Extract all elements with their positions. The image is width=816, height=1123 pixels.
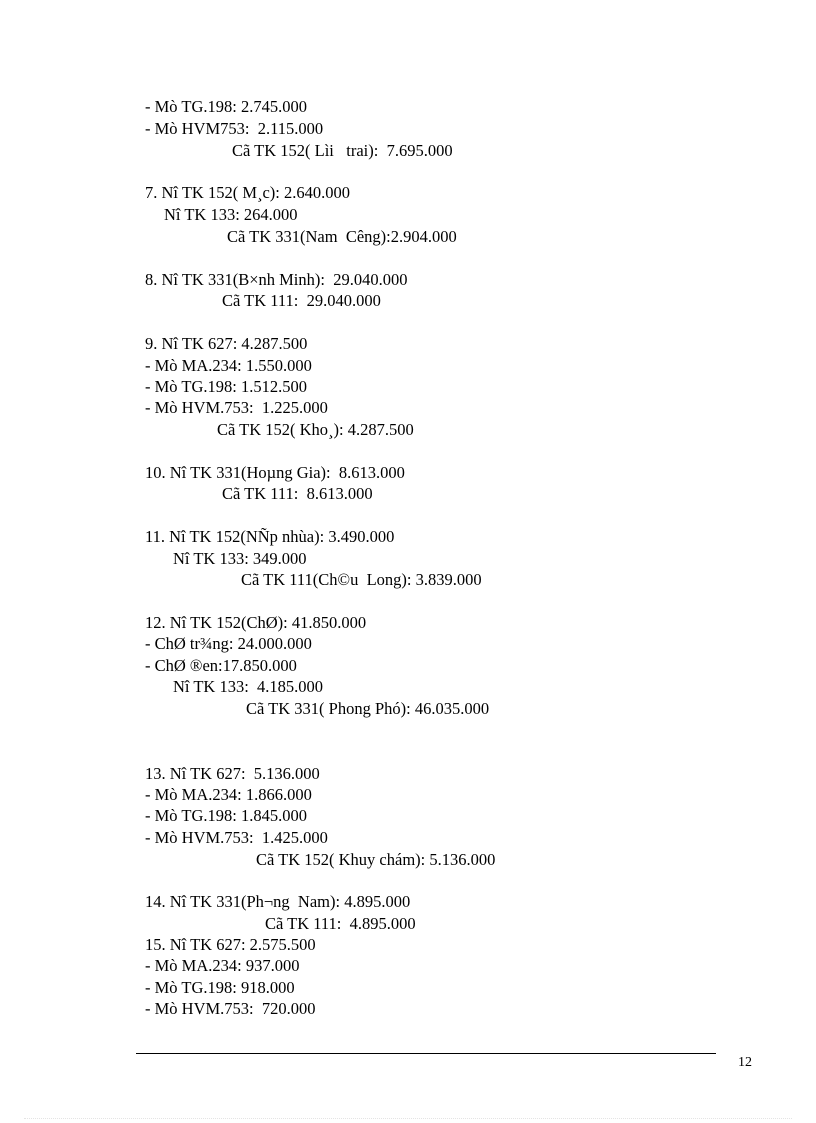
text-line: - Mò HVM.753: 720.000 xyxy=(145,999,316,1018)
text-line: - Mò MA.234: 937.000 xyxy=(145,956,300,975)
text-line: 10. Nî TK 331(Hoµng Gia): 8.613.000 xyxy=(145,463,405,482)
text-line: - Mò HVM.753: 1.225.000 xyxy=(145,398,328,417)
text-line: - Mò TG.198: 918.000 xyxy=(145,978,295,997)
text-line: Cã TK 152( Lìi trai): 7.695.000 xyxy=(232,141,453,160)
text-line: - Mò HVM.753: 1.425.000 xyxy=(145,828,328,847)
text-line: Cã TK 152( Khuy chám): 5.136.000 xyxy=(256,850,496,869)
text-line: 12. Nî TK 152(ChØ): 41.850.000 xyxy=(145,613,367,632)
text-line: 9. Nî TK 627: 4.287.500 xyxy=(145,334,308,353)
text-line: Nî TK 133: 264.000 xyxy=(164,205,298,224)
text-line: Cã TK 331( Phong Phó): 46.035.000 xyxy=(246,699,490,718)
text-line: Cã TK 111: 4.895.000 xyxy=(265,914,416,933)
text-line: - ChØ tr¾ng: 24.000.000 xyxy=(145,634,312,653)
text-line: - Mò HVM753: 2.115.000 xyxy=(145,119,324,138)
text-line: 11. Nî TK 152(NÑp nhùa): 3.490.000 xyxy=(145,527,395,546)
text-line: - Mò MA.234: 1.866.000 xyxy=(145,785,312,804)
text-line: Cã TK 111: 8.613.000 xyxy=(222,484,373,503)
page-bottom-border xyxy=(24,1118,792,1119)
text-line: - Mò TG.198: 2.745.000 xyxy=(145,97,307,116)
text-line: Nî TK 133: 4.185.000 xyxy=(173,677,324,696)
text-line: 15. Nî TK 627: 2.575.500 xyxy=(145,935,316,954)
text-line: Cã TK 331(Nam Cêng):2.904.000 xyxy=(227,227,457,246)
text-line: 13. Nî TK 627: 5.136.000 xyxy=(145,764,320,783)
text-line: - Mò MA.234: 1.550.000 xyxy=(145,356,312,375)
text-line: - Mò TG.198: 1.845.000 xyxy=(145,806,307,825)
footer-rule xyxy=(136,1053,716,1054)
page-number: 12 xyxy=(738,1055,752,1070)
text-line: - ChØ ®en:17.850.000 xyxy=(145,656,297,675)
text-line: 7. Nî TK 152( M¸c): 2.640.000 xyxy=(145,183,351,202)
text-line: Cã TK 111: 29.040.000 xyxy=(222,291,381,310)
text-line: - Mò TG.198: 1.512.500 xyxy=(145,377,307,396)
text-line: 8. Nî TK 331(B×nh Minh): 29.040.000 xyxy=(145,270,408,289)
text-line: Nî TK 133: 349.000 xyxy=(173,549,307,568)
text-line: Cã TK 152( Kho¸): 4.287.500 xyxy=(217,420,414,439)
text-line: 14. Nî TK 331(Ph¬ng Nam): 4.895.000 xyxy=(145,892,411,911)
text-line: Cã TK 111(Ch©u Long): 3.839.000 xyxy=(241,570,482,589)
